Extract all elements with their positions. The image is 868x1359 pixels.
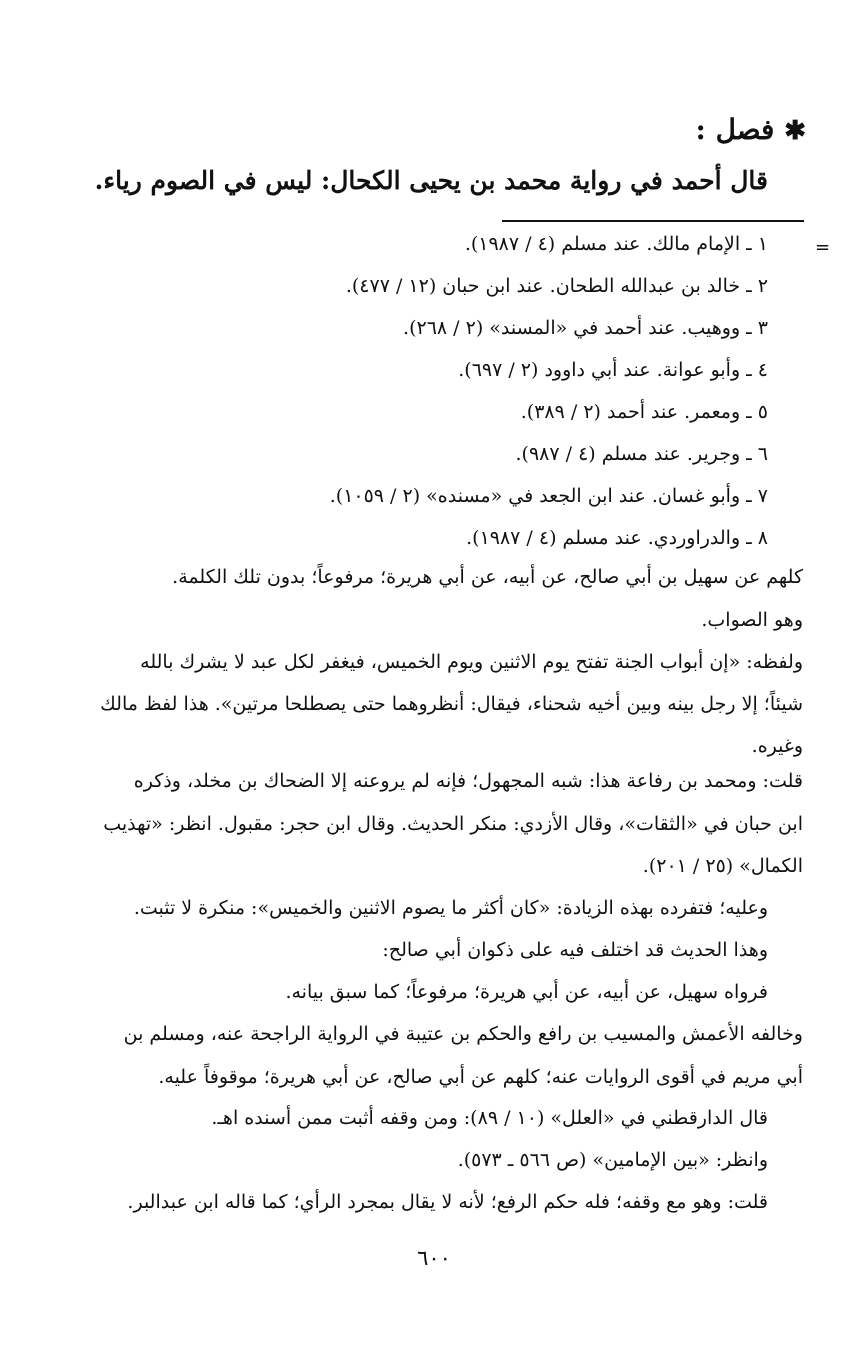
paragraph-line: قلت: وهو مع وقفه؛ فله حكم الرفع؛ لأنه لا يقال بمجرد الرأي؛ كما قاله ابن عبدالبر. xyxy=(127,1191,768,1213)
paragraph-line: أبي مريم في أقوى الروايات عنه؛ كلهم عن أبي صالح، عن أبي هريرة؛ موقوفاً عليه. xyxy=(158,1066,803,1088)
narrator-item: ١ ـ الإمام مالك. عند مسلم (٤ / ١٩٨٧). xyxy=(464,233,768,255)
page-number: ٦٠٠ xyxy=(417,1246,451,1270)
paragraph-line: وخالفه الأعمش والمسيب بن رافع والحكم بن عتيبة في الرواية الراجحة عنه، ومسلم بن xyxy=(123,1023,803,1045)
paragraph-line: وعليه؛ فتفرده بهذه الزيادة: «كان أكثر ما يصوم الاثنين والخميس»: منكرة لا تثبت. xyxy=(133,897,768,919)
narrator-item: ٦ ـ وجرير. عند مسلم (٤ / ٩٨٧). xyxy=(515,443,768,465)
section-title: فصل : xyxy=(695,113,775,146)
narrator-item: ٨ ـ والدراوردي. عند مسلم (٤ / ١٩٨٧). xyxy=(466,527,768,549)
paragraph-line: كلهم عن سهيل بن أبي صالح، عن أبيه، عن أبي هريرة؛ مرفوعاً؛ بدون تلك الكلمة. xyxy=(172,566,803,588)
separator-line xyxy=(502,220,804,222)
paragraph-line: ابن حبان في «الثقات»، وقال الأزدي: منكر الحديث. وقال ابن حجر: مقبول. انظر: «تهذيب xyxy=(103,813,803,835)
narrator-item: ٥ ـ ومعمر. عند أحمد (٢ / ٣٨٩). xyxy=(520,401,768,423)
paragraph-line: وهذا الحديث قد اختلف فيه على ذكوان أبي صالح: xyxy=(382,939,768,961)
narrator-item: ٣ ـ ووهيب. عند أحمد في «المسند» (٢ / ٢٦٨). xyxy=(403,317,768,339)
paragraph-line: قلت: ومحمد بن رفاعة هذا: شبه المجهول؛ فإنه لم يروعنه إلا الضحاك بن مخلد، وذكره xyxy=(133,770,803,792)
paragraph-line: الكمال» (٢٥ / ٢٠١). xyxy=(642,855,803,877)
paragraph-line: وانظر: «بين الإمامين» (ص ٥٦٦ ـ ٥٧٣). xyxy=(457,1149,768,1171)
narrator-item: ٧ ـ وأبو غسان. عند ابن الجعد في «مسنده» (٢ / ١٠٥٩). xyxy=(329,485,768,507)
paragraph-line: فرواه سهيل، عن أبيه، عن أبي هريرة؛ مرفوعاً؛ كما سبق بيانه. xyxy=(285,981,768,1003)
paragraph-line: وهو الصواب. xyxy=(701,609,803,631)
paragraph-line: وغيره. xyxy=(751,735,803,757)
paragraph-line: شيئاً؛ إلا رجل بينه وبين أخيه شحناء، فيقال: أنظروهما حتى يصطلحا مرتين». هذا لفظ مالك xyxy=(100,693,803,715)
narrator-item: ٢ ـ خالد بن عبدالله الطحان. عند ابن حبان (١٢ / ٤٧٧). xyxy=(345,275,768,297)
paragraph-line: قال الدارقطني في «العلل» (١٠ / ٨٩): ومن وقفه أثبت ممن أسنده اهـ. xyxy=(211,1107,768,1129)
paragraph-line: ولفظه: «إن أبواب الجنة تفتح يوم الاثنين ويوم الخميس، فيغفر لكل عبد لا يشرك بالله xyxy=(140,651,803,673)
section-heading xyxy=(695,110,806,151)
chapter-subtitle: قال أحمد في رواية محمد بن يحيى الكحال: ليس في الصوم رياء. xyxy=(94,166,768,195)
narrator-item: ٤ ـ وأبو عوانة. عند أبي داوود (٢ / ٦٩٧). xyxy=(458,359,768,381)
asterisk-icon: ✱ xyxy=(784,116,806,146)
continuation-marker: = xyxy=(815,237,831,258)
